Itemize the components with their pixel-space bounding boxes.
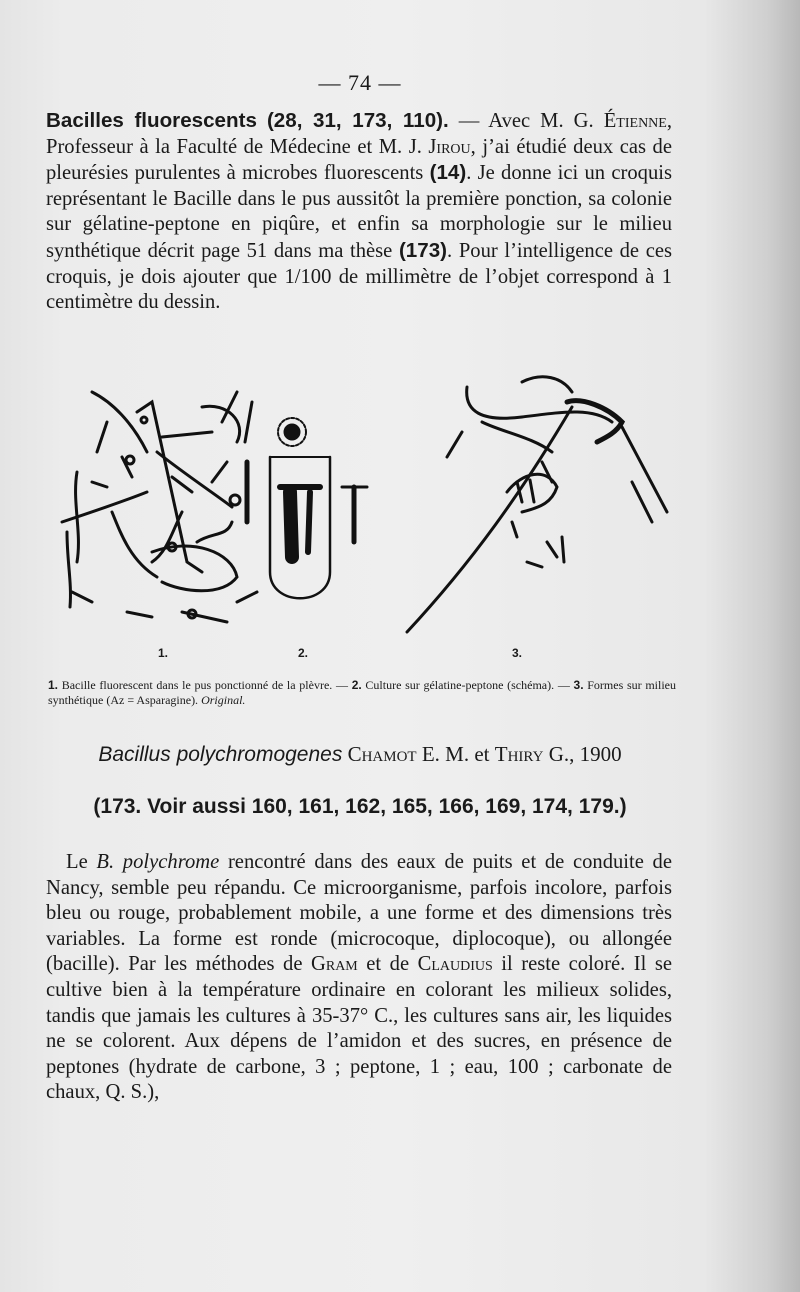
species-short-name: B. polychrome [96,851,220,873]
author-name: Claudius [417,953,493,976]
figure-caption [48,678,676,708]
text-run: Le [66,851,97,873]
text-run: rencontré dans des eaux de puits et de conduite de Nancy, semble peu répandu. Ce microorganisme, parfois incolore, parfois bleu ou rouge, probablement mobile, a une forme et des dimensions très variables. La forme est ronde (microcoque, diplocoque), ou allongée (bacille). Par les méthodes de [46,851,672,976]
text-run: . Pour l’intelligence de ces croquis, je dois ajouter que 1/100 de millimètre de l’objet correspond à 1 centimètre du dessin. [46,239,672,314]
text-run: . Je donne ici un croquis représentant le Bacille dans le pus aussitôt la première ponction, sa colonie sur gélatine-peptone en piqûre, et enfin sa morphologie sur le milieu synthétique décrit page 51 dans ma thèse [46,162,672,262]
caption-number: 3. [573,678,584,692]
caption-original: Original. [201,693,246,707]
paragraph-polychromogenes [46,850,672,1106]
text-run: G., 1900 [543,742,622,766]
figure-label-2: 2. [298,646,309,660]
species-heading [0,742,720,767]
bacteria-sketch-figure [52,362,672,672]
text-run: , j’ai étudié deux cas de pleurésies purulentes à microbes fluorescents [46,135,672,185]
author-name: Chamot [347,742,417,766]
reference-numbers: (28, 31, 173, 110). [266,109,449,132]
text-run: E. M. et [416,742,495,766]
author-name: Jirou [428,135,471,158]
see-also-references [0,794,720,819]
figure-label-1: 1. [158,646,169,660]
paragraph-fluorescent-bacilli [46,108,672,316]
caption-number: 2. [351,678,362,692]
figure-label-3: 3. [512,646,523,660]
caption-number: 1. [48,678,59,692]
text-run: — Avec M. G. [448,110,604,132]
sketch-1-bacilli-in-pus [62,392,257,622]
caption-text: Culture sur gélatine-peptone (schéma). — [361,678,574,692]
reference-number: (14) [429,161,467,185]
author-name: Étienne [603,110,667,132]
refs-close: ) [619,795,627,818]
section-heading-bacilles-fluorescents: Bacilles fluorescents [46,109,257,132]
caption-text: Bacille fluorescent dans le pus ponctionné de la plèvre. — [58,678,352,692]
refs-open: (173. Voir aussi [93,795,252,818]
caption-text: Formes sur milieu synthétique (Az = Asparagine). [48,678,676,707]
species-name: Bacillus polychromogenes [98,743,343,766]
refs-list: 160, 161, 162, 165, 166, 169, 174, 179. [251,795,620,818]
sketch-3-synthetic-medium-forms [407,377,667,632]
figure-drawing [52,362,672,672]
author-name: Gram [310,953,358,976]
page-number: — 74 — [318,70,402,95]
text-run: , Professeur à la Faculté de Médecine et M. J. [46,110,672,158]
text-run: il reste coloré. Il se cultive bien à la température ordinaire en colorant les milieux solides, tandis que jamais les cultures à 35-37° C., les cultures sans air, les liquides ne se colorent. Aux dépens de l’amidon et des sucres, en présence de peptones (hydrate de carbone, 3 ; peptone, 1 ; eau, 100 ; carbonate de chaux, Q. S.), [46,953,672,1104]
reference-number: (173) [398,238,448,262]
author-name: Thiry [494,742,544,766]
sketch-2-gelatin-culture-tube [247,418,367,598]
text-run: et de [357,953,418,976]
